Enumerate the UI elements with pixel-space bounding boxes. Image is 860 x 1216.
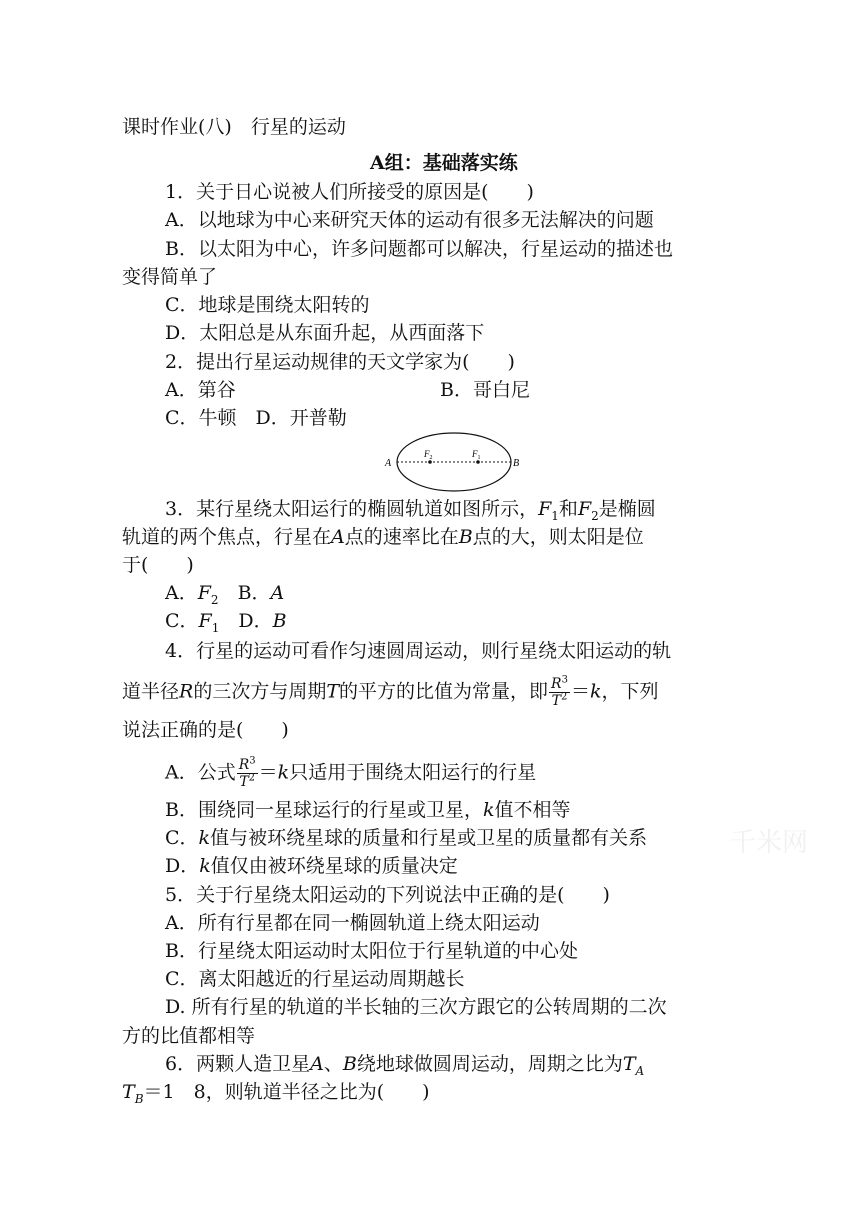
q5-option-d-line2: 方的比值都相等 (122, 1025, 256, 1047)
q1-option-b-line2: 变得简单了 (122, 266, 218, 288)
q4-option-a: A．公式 $\frac{R^3}{T^2}$ ＝k只适用于围绕太阳运行的行星 (165, 755, 537, 790)
q1-option-a: A．以地球为中心来研究天体的运动有很多无法解决的问题 (165, 209, 654, 231)
q1-option-d: D．太阳总是从东面升起，从西面落下 (165, 322, 485, 344)
q2-option-b: B．哥白尼 (440, 379, 530, 401)
q1-option-c: C．地球是围绕太阳转的 (165, 294, 370, 316)
page-title: 课时作业(八) 行星的运动 (122, 116, 346, 138)
watermark-text: 千米网 (730, 828, 809, 858)
q6-line1: 6．两颗人造卫星A、B绕地球做圆周运动，周期之比为$T_A$ (165, 1053, 645, 1078)
kepler-fraction: $\frac{R^3}{T^2}$ (551, 674, 568, 709)
focus-f2-label: $F_2$ (424, 449, 433, 461)
point-a-label: A (385, 458, 392, 469)
q3-line2: 轨道的两个焦点，行星在A点的速率比在B点的大，则太阳是位 (122, 526, 644, 548)
q4-line3: 说法正确的是( ) (122, 719, 289, 741)
q2-options-cd: C．牛顿 D．开普勒 (165, 407, 347, 429)
ellipse-orbit-figure (378, 428, 528, 496)
q4-option-c: C．k值与被环绕星球的质量和行星或卫星的质量都有关系 (165, 827, 648, 849)
q3-line3: 于( ) (122, 554, 194, 576)
q1-stem: 1．关于日心说被人们所接受的原因是( ) (165, 181, 534, 203)
q3-options-ab: A．$F_2$ B．A (165, 582, 285, 607)
q4-option-d: D．k值仅由被环绕星球的质量决定 (165, 855, 458, 877)
q5-stem: 5．关于行星绕太阳运动的下列说法中正确的是( ) (165, 884, 610, 906)
q2-stem: 2．提出行星运动规律的天文学家为( ) (165, 351, 515, 373)
q6-line2: $T_B=1$ 8，则轨道半径之比为( ) (122, 1081, 430, 1106)
q4-option-b: B．围绕同一星球运行的行星或卫星，k值不相等 (165, 799, 571, 821)
q5-option-c: C．离太阳越近的行星运动周期越长 (165, 968, 465, 990)
q2-option-a: A．第谷 (165, 379, 236, 401)
q4-line2: 道半径R的三次方与周期T的平方的比值为常量，即 $\frac{R^3}{T^2}$ ＝k，下列 (122, 674, 659, 709)
focus-f1-label: $F_1$ (472, 449, 481, 461)
point-b-label: B (513, 458, 520, 469)
q3-options-cd: C．$F_1$ D．B (165, 610, 287, 635)
q5-option-d-line1: D. 所有行星的轨道的半长轴的三次方跟它的公转周期的二次 (165, 996, 667, 1018)
q4-line1: 4．行星的运动可看作匀速圆周运动，则行星绕太阳运动的轨 (165, 640, 672, 662)
q1-option-b-line1: B．以太阳为中心，许多问题都可以解决，行星运动的描述也 (165, 238, 673, 260)
q5-option-a: A．所有行星都在同一椭圆轨道上绕太阳运动 (165, 912, 540, 934)
q3-line1: 3．某行星绕太阳运行的椭圆轨道如图所示，$F_1$和$F_2$是椭圆 (165, 498, 656, 523)
kepler-fraction-option-a: $\frac{R^3}{T^2}$ (238, 755, 256, 790)
q5-option-b: B．行星绕太阳运动时太阳位于行星轨道的中心处 (165, 940, 578, 962)
section-heading: A组：基础落实练 (370, 152, 518, 174)
